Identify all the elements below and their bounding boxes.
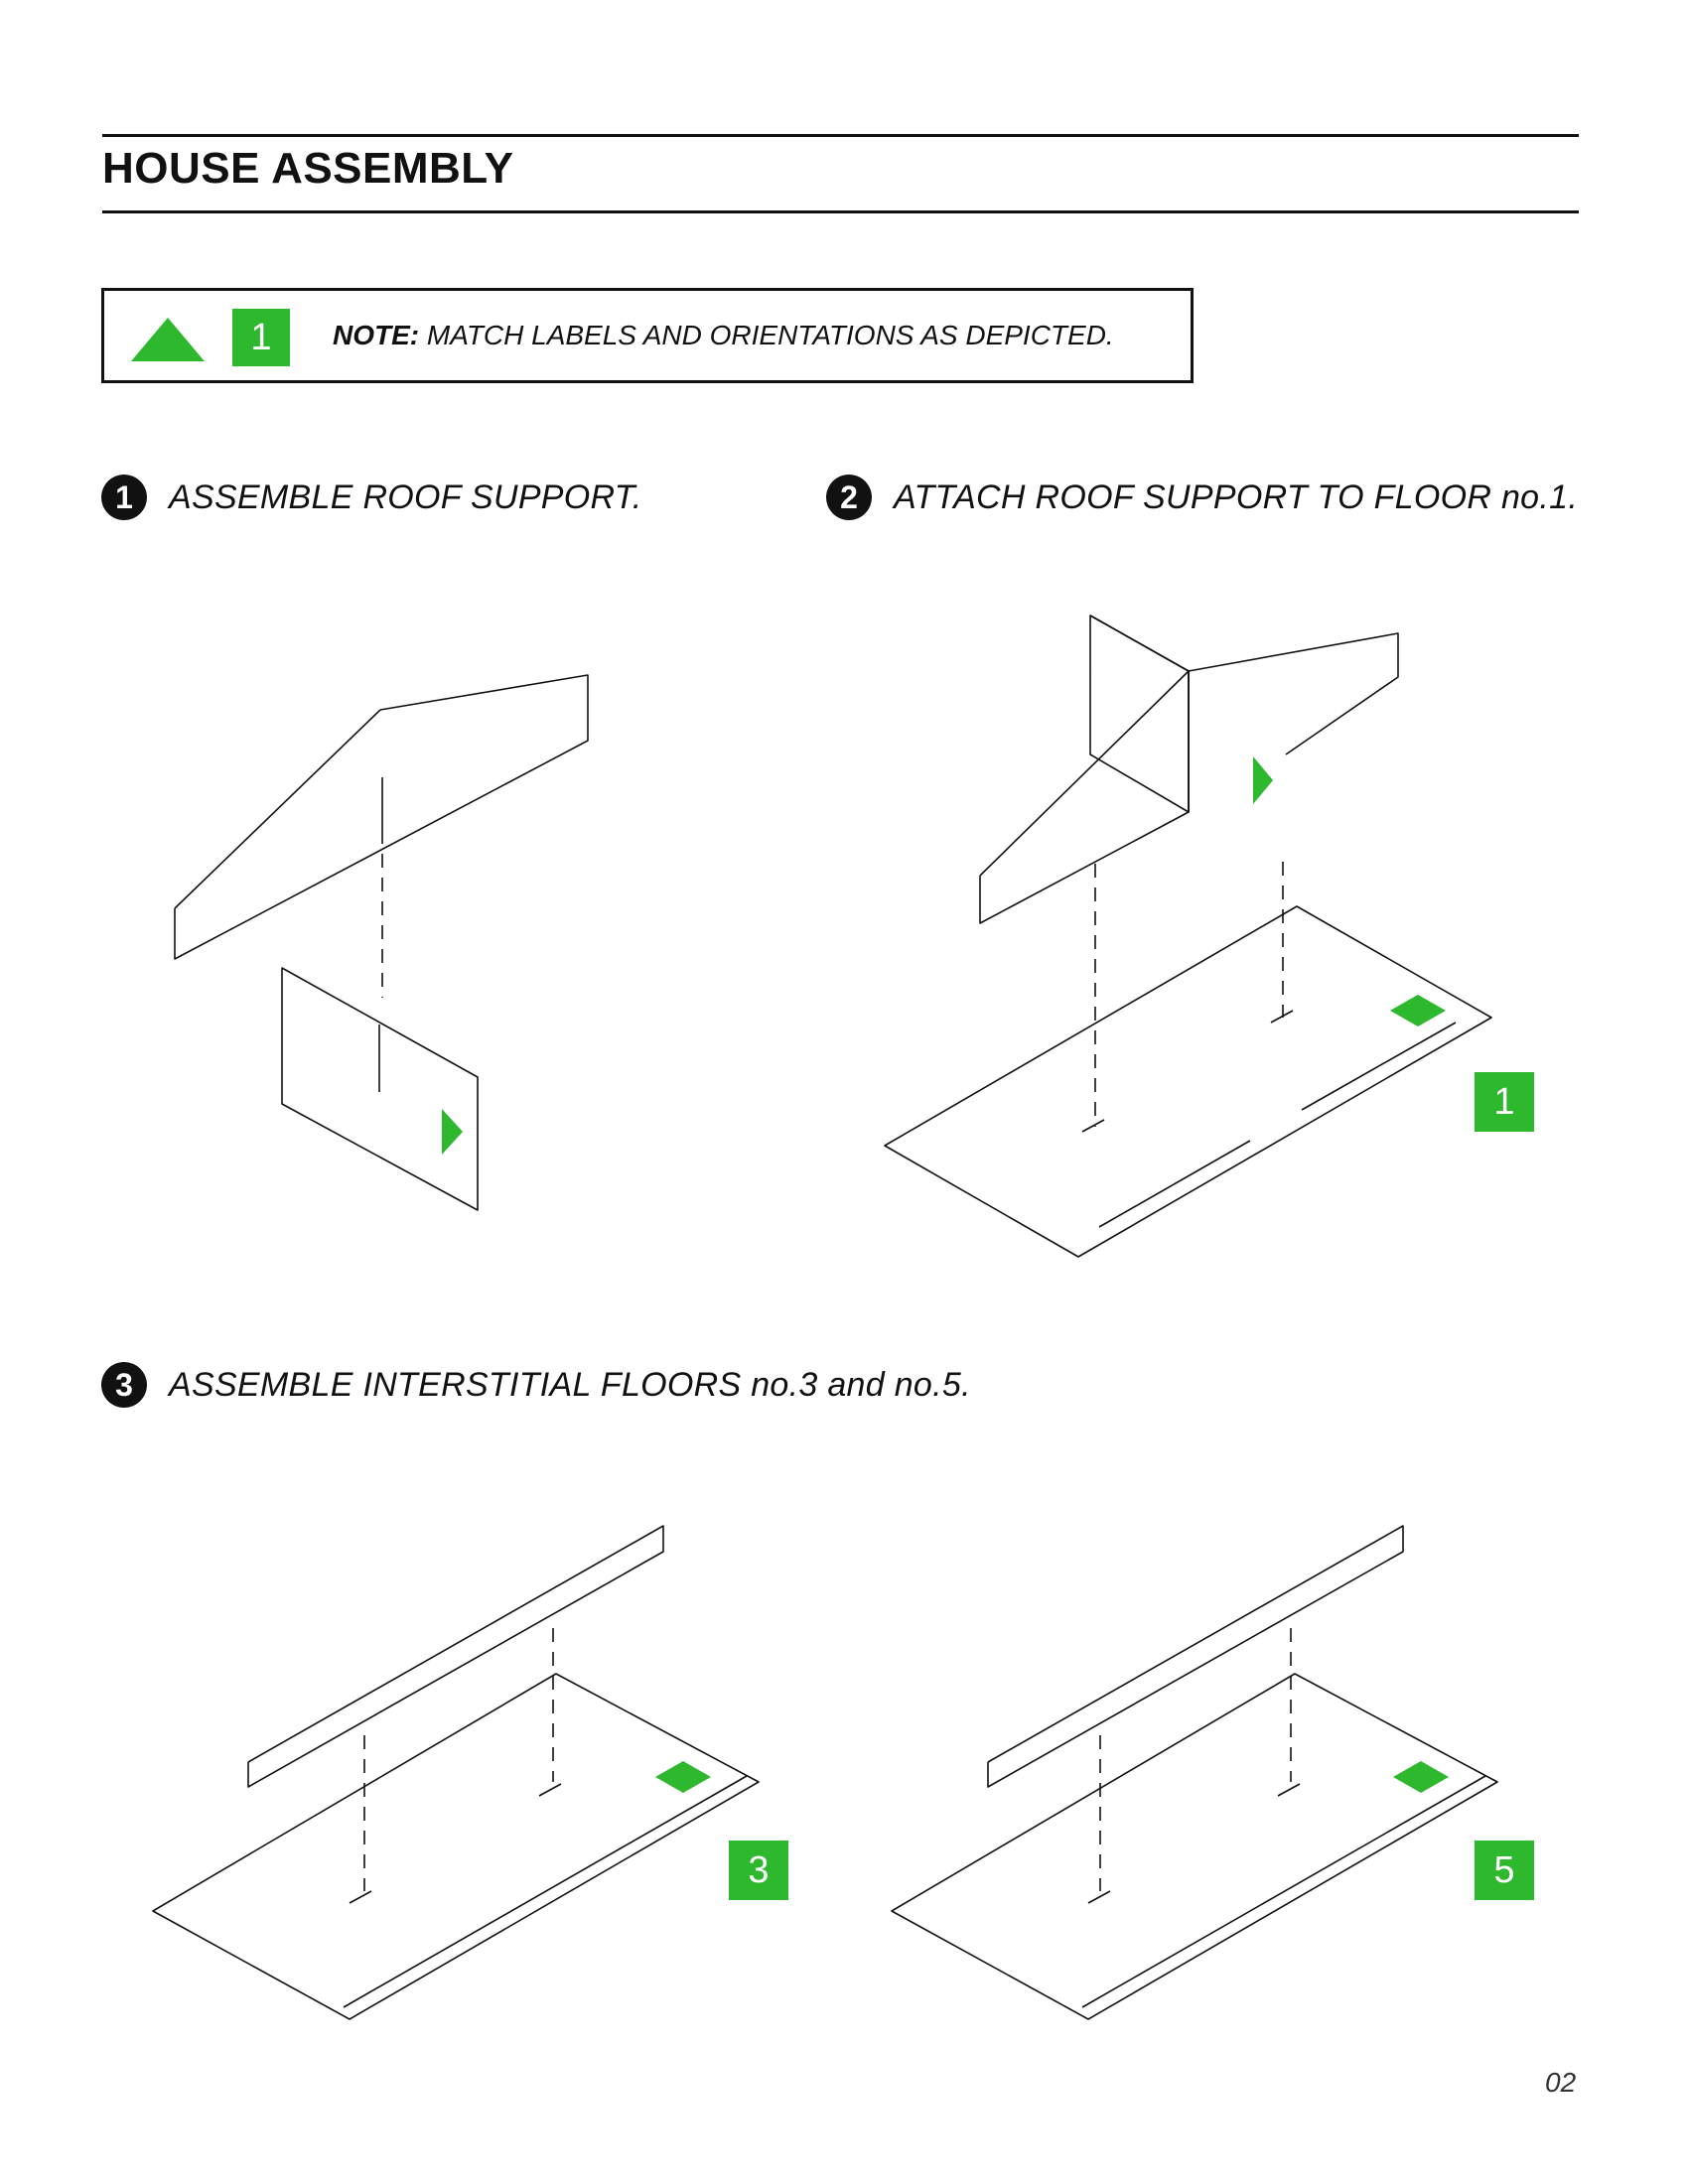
orientation-diamond-icon — [1390, 995, 1446, 1026]
roof-support-panel-rear — [1189, 633, 1398, 754]
note-label: NOTE: — [333, 320, 420, 350]
step-3-floor-5-diagram — [892, 1526, 1497, 2019]
orientation-diamond-icon — [655, 1761, 711, 1793]
floor-slot — [1271, 1011, 1293, 1023]
step-2-text: ATTACH ROOF SUPPORT TO FLOOR no.1. — [894, 478, 1579, 516]
floor-1-rail — [1302, 1023, 1456, 1110]
floor-slot — [539, 1784, 561, 1796]
floor-1-rail — [1099, 1141, 1250, 1227]
floor-slot — [350, 1891, 371, 1903]
step-2-number: 2 — [826, 475, 872, 520]
roof-support-ridge — [980, 671, 1189, 876]
floor-3-panel — [153, 1674, 759, 2019]
step-2-attach-diagram — [885, 615, 1491, 1257]
orientation-triangle-icon — [1253, 756, 1273, 804]
step-3-number: 3 — [101, 1362, 147, 1408]
page-title: HOUSE ASSEMBLY — [102, 144, 514, 193]
step-3-floor-3-diagram — [153, 1526, 759, 2019]
page-number: 02 — [1545, 2067, 1577, 2098]
roof-support-panel-edge — [175, 710, 380, 908]
roof-support-panel — [175, 675, 588, 959]
floor-slot — [1278, 1784, 1300, 1796]
note-message: MATCH LABELS AND ORIENTATIONS AS DEPICTED. — [426, 320, 1114, 350]
roof-cross-panel — [1090, 615, 1189, 812]
floor-5-beam — [988, 1526, 1403, 1787]
floor-5-label: 5 — [1475, 1841, 1534, 1900]
note-label-badge: 1 — [232, 309, 290, 366]
floor-1-label: 1 — [1475, 1072, 1534, 1132]
floor-1-panel — [885, 906, 1491, 1257]
orientation-triangle-icon — [442, 1109, 463, 1155]
floor-3-label: 3 — [729, 1841, 788, 1900]
step-1-number: 1 — [101, 475, 147, 520]
floor-slot — [1088, 1891, 1110, 1903]
step-1-roof-support-diagram — [175, 675, 588, 1210]
step-1-text: ASSEMBLE ROOF SUPPORT. — [169, 478, 642, 516]
floor-slot — [1082, 1120, 1104, 1132]
floor-5-panel — [892, 1674, 1497, 2019]
roof-support-panel — [980, 615, 1189, 923]
floor-3-rail — [344, 1776, 747, 2007]
orientation-diamond-icon — [1393, 1761, 1449, 1793]
step-3-text: ASSEMBLE INTERSTITIAL FLOORS no.3 and no.5. — [169, 1365, 971, 1404]
floor-5-rail — [1082, 1776, 1485, 2007]
floor-3-beam — [248, 1526, 663, 1787]
